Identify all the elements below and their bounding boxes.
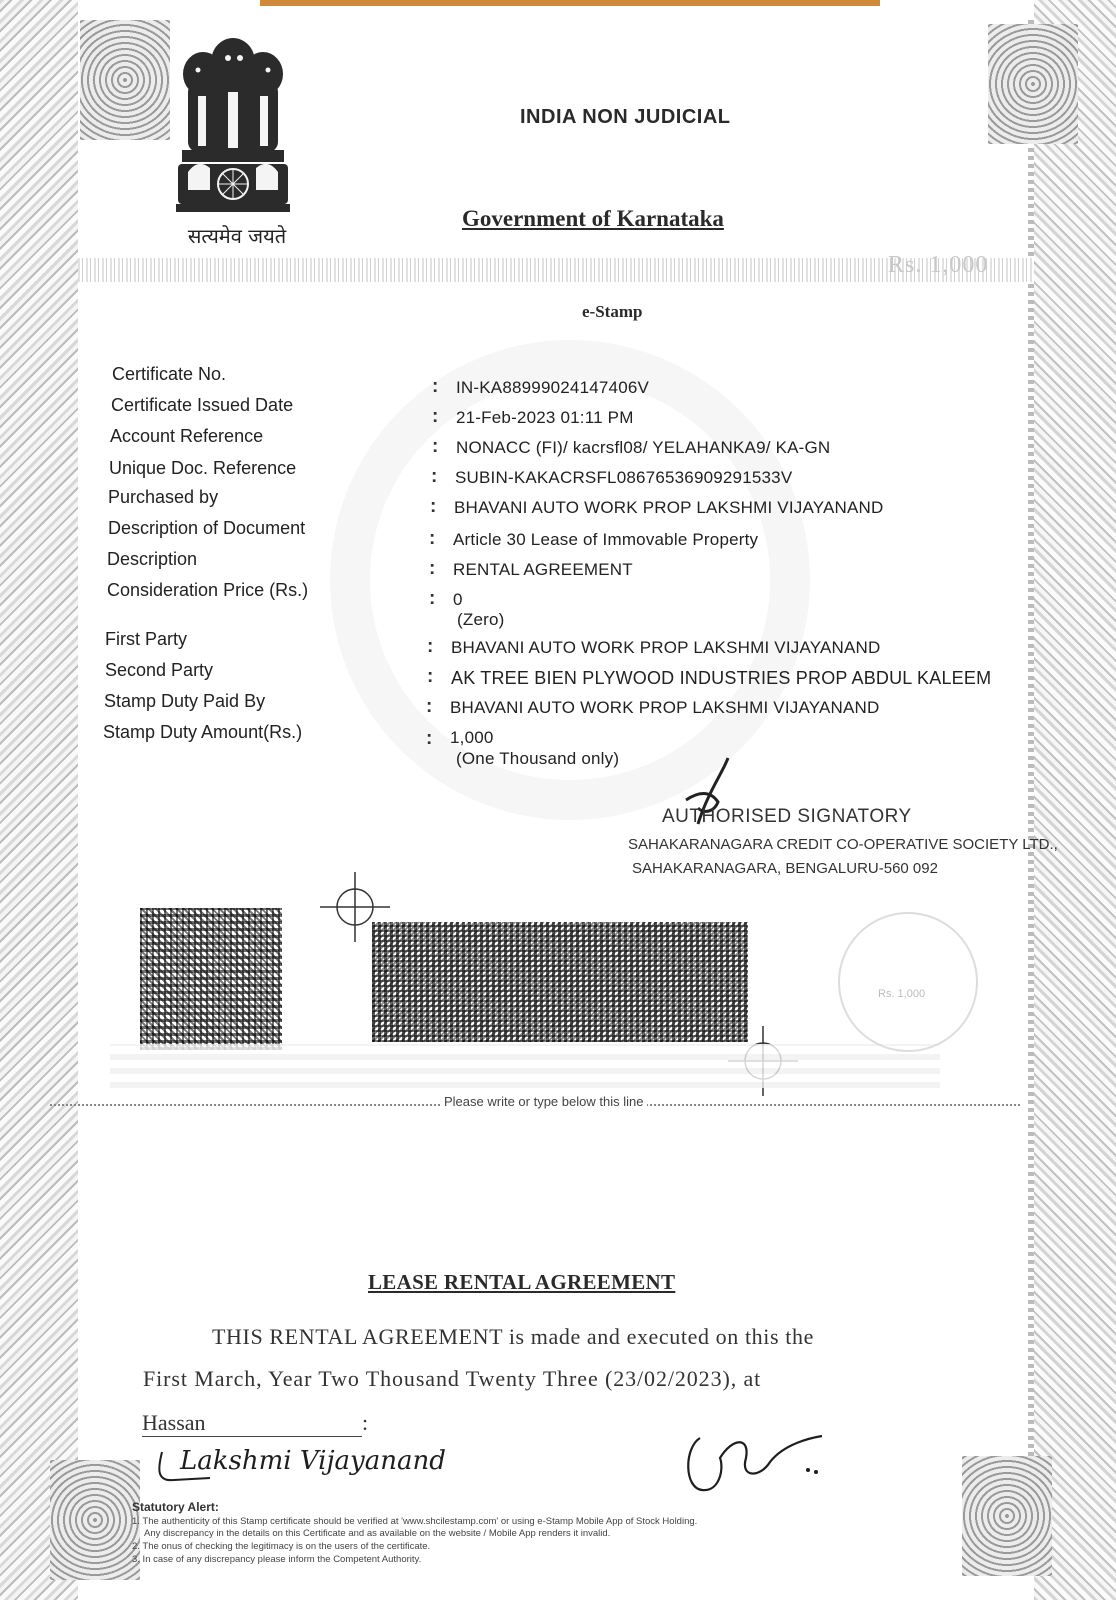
field-label-purchased-by: Purchased by (108, 487, 219, 507)
field-colon: : (432, 436, 439, 457)
corner-ornament-top-right (988, 24, 1078, 144)
field-colon: : (430, 496, 437, 517)
statutory-alert-title: Statutory Alert: (132, 1500, 219, 1514)
document-title: INDIA NON JUDICIAL (520, 106, 731, 128)
signatory-organisation: SAHAKARANAGARA CREDIT CO-OPERATIVE SOCIETY LTD., (628, 836, 1058, 853)
2d-barcode (372, 922, 748, 1042)
statutory-alert-line: 3. In case of any discrepancy please inform the Competent Authority. (132, 1554, 422, 1565)
top-color-strip (260, 0, 880, 6)
ornamental-border-right (1034, 0, 1116, 1600)
field-colon: : (429, 558, 436, 579)
field-value-account-reference: NONACC (FI)/ kacrsfl08/ YELAHANKA9/ KA-GN (456, 438, 831, 457)
statutory-alert-line: Any discrepancy in the details on this Certificate and as available on the website / Mobile App renders it invalid. (144, 1528, 611, 1539)
microprint-border-right (1028, 20, 1034, 1460)
place-name: Hassan (142, 1410, 206, 1435)
field-label-certificate-no: Certificate No. (112, 364, 227, 384)
authorised-signatory-title: AUTHORISED SIGNATORY (662, 806, 912, 827)
agreement-title: LEASE RENTAL AGREEMENT (368, 1270, 676, 1294)
field-label-second-party: Second Party (105, 660, 214, 680)
field-label-unique-doc-reference: Unique Doc. Reference (109, 458, 297, 478)
field-value-certificate-no: IN-KA88999024147406V (456, 378, 650, 397)
statutory-alert-line: 1. The authenticity of this Stamp certificate should be verified at 'www.shcilestamp.com' or using e-Stamp Mobile App of Stock Holding. (132, 1516, 698, 1527)
emblem-motto: सत्यमेव जयते (187, 224, 287, 248)
qr-code (140, 908, 282, 1050)
round-seal (838, 912, 978, 1052)
stamp-denomination: Rs. 1,000 (888, 252, 989, 278)
field-colon: : (431, 466, 438, 487)
field-value-consideration-price: 0 (453, 590, 463, 609)
agreement-line-1: THIS RENTAL AGREEMENT is made and executed on this the (212, 1324, 814, 1349)
agreement-line-2: First March, Year Two Thousand Twenty Three (23/02/2023), at (143, 1366, 762, 1391)
field-value-stamp-duty-paid-by: BHAVANI AUTO WORK PROP LAKSHMI VIJAYANAND (450, 698, 880, 717)
field-label-account-reference: Account Reference (110, 426, 264, 446)
field-colon: : (426, 696, 433, 717)
field-value-first-party: BHAVANI AUTO WORK PROP LAKSHMI VIJAYANAND (451, 638, 881, 657)
place-suffix: : (362, 1410, 369, 1435)
field-label-stamp-duty-paid-by: Stamp Duty Paid By (104, 691, 266, 711)
field-colon: : (432, 376, 439, 397)
agreement-place (142, 1410, 368, 1437)
national-emblem-icon (168, 22, 298, 222)
field-colon: : (429, 588, 436, 609)
field-value-purchased-by: BHAVANI AUTO WORK PROP LAKSHMI VIJAYANAND (454, 498, 884, 517)
field-value-stamp-duty-amount: 1,000 (450, 728, 494, 747)
ornamental-border-left (0, 0, 78, 1600)
field-value-second-party: AK TREE BIEN PLYWOOD INDUSTRIES PROP ABDUL KALEEM (451, 668, 992, 688)
field-value-description-of-document: Article 30 Lease of Immovable Property (453, 530, 759, 549)
microprint-text-band (110, 1044, 940, 1088)
signatory-address: SAHAKARANAGARA, BENGALURU-560 092 (632, 860, 938, 877)
field-subvalue-consideration-price: (Zero) (457, 610, 505, 629)
seal-denomination: Rs. 1,000 (878, 988, 926, 1000)
corner-ornament-bottom-left (50, 1460, 140, 1580)
field-label-issued-date: Certificate Issued Date (111, 395, 294, 415)
field-subvalue-stamp-duty-amount: (One Thousand only) (456, 749, 620, 768)
field-label-consideration-price: Consideration Price (Rs.) (107, 580, 309, 600)
signature-second-party (680, 1418, 840, 1508)
statutory-alert-line: 2. The onus of checking the legitimacy is on the users of the certificate. (132, 1541, 431, 1552)
write-below-instruction: Please write or type below this line (440, 1094, 647, 1109)
field-colon: : (427, 666, 434, 687)
field-label-description: Description (107, 549, 198, 569)
field-colon: : (426, 728, 433, 749)
field-colon: : (427, 636, 434, 657)
signature-first-party-text: Lakshmi Vijayanand (180, 1446, 446, 1476)
field-value-description: RENTAL AGREEMENT (453, 560, 633, 579)
field-value-unique-doc-reference: SUBIN-KAKACRSFL08676536909291533V (455, 468, 793, 487)
corner-ornament-bottom-right (962, 1456, 1052, 1576)
field-label-first-party: First Party (105, 629, 188, 649)
government-name: Government of Karnataka (462, 206, 724, 231)
estamp-label: e-Stamp (582, 302, 643, 321)
field-label-description-of-document: Description of Document (108, 518, 306, 538)
corner-ornament-top-left (80, 20, 170, 140)
field-colon: : (429, 528, 436, 549)
field-value-issued-date: 21-Feb-2023 01:11 PM (456, 408, 634, 427)
field-label-stamp-duty-amount: Stamp Duty Amount(Rs.) (103, 722, 303, 742)
field-colon: : (432, 406, 439, 427)
